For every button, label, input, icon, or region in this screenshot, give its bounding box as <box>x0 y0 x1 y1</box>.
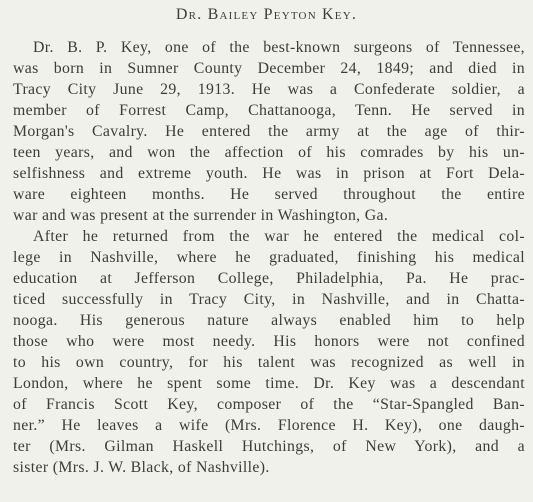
text-line: lege in Nashville, where he graduated, finishing his medical <box>13 249 525 266</box>
paragraph-1 <box>13 37 525 226</box>
text-line: Dr. B. P. Key, one of the best-known surgeons of Tennessee, <box>33 39 525 56</box>
paragraph-2 <box>13 226 525 478</box>
text-line: ner.” He leaves a wife (Mrs. Florence H. Key), one daugh- <box>13 417 525 434</box>
text-line: London, where he spent some time. Dr. Key was a descendant <box>13 375 525 392</box>
text-line: to his own country, for his talent was recognized as well in <box>13 354 525 371</box>
text-line: education at Jefferson College, Philadelphia, Pa. He prac- <box>13 270 525 287</box>
text-line: Tracy City June 29, 1913. He was a Confederate soldier, a <box>13 81 525 98</box>
text-line: nooga. His generous nature always enabled him to help <box>13 312 525 329</box>
text-line: member of Forrest Camp, Chattanooga, Tenn. He served in <box>13 102 525 119</box>
text-line: teen years, and won the affection of his comrades by his un- <box>13 144 525 161</box>
article-title: Dr. Bailey Peyton Key. <box>175 6 358 23</box>
text-line: of Francis Scott Key, composer of the “Star-Spangled Ban- <box>13 396 525 413</box>
article-body <box>13 37 525 478</box>
text-line: ter (Mrs. Gilman Haskell Hutchings, of New York), and a <box>13 438 525 455</box>
text-line: those who were most needy. His honors were not confined <box>13 333 525 350</box>
text-line: Morgan's Cavalry. He entered the army at the age of thir- <box>13 123 525 140</box>
text-line: ticed successfully in Tracy City, in Nashville, and in Chatta- <box>13 291 525 308</box>
text-line: was born in Sumner County December 24, 1849; and died in <box>13 60 525 77</box>
text-line: sister (Mrs. J. W. Black, of Nashville). <box>13 459 270 476</box>
text-line: ware eighteen months. He served throughout the entire <box>13 186 525 203</box>
text-line: After he returned from the war he entered the medical col- <box>33 228 525 245</box>
text-line: selfishness and extreme youth. He was in prison at Fort Dela- <box>13 165 525 182</box>
text-line: war and was present at the surrender in Washington, Ga. <box>13 207 389 224</box>
